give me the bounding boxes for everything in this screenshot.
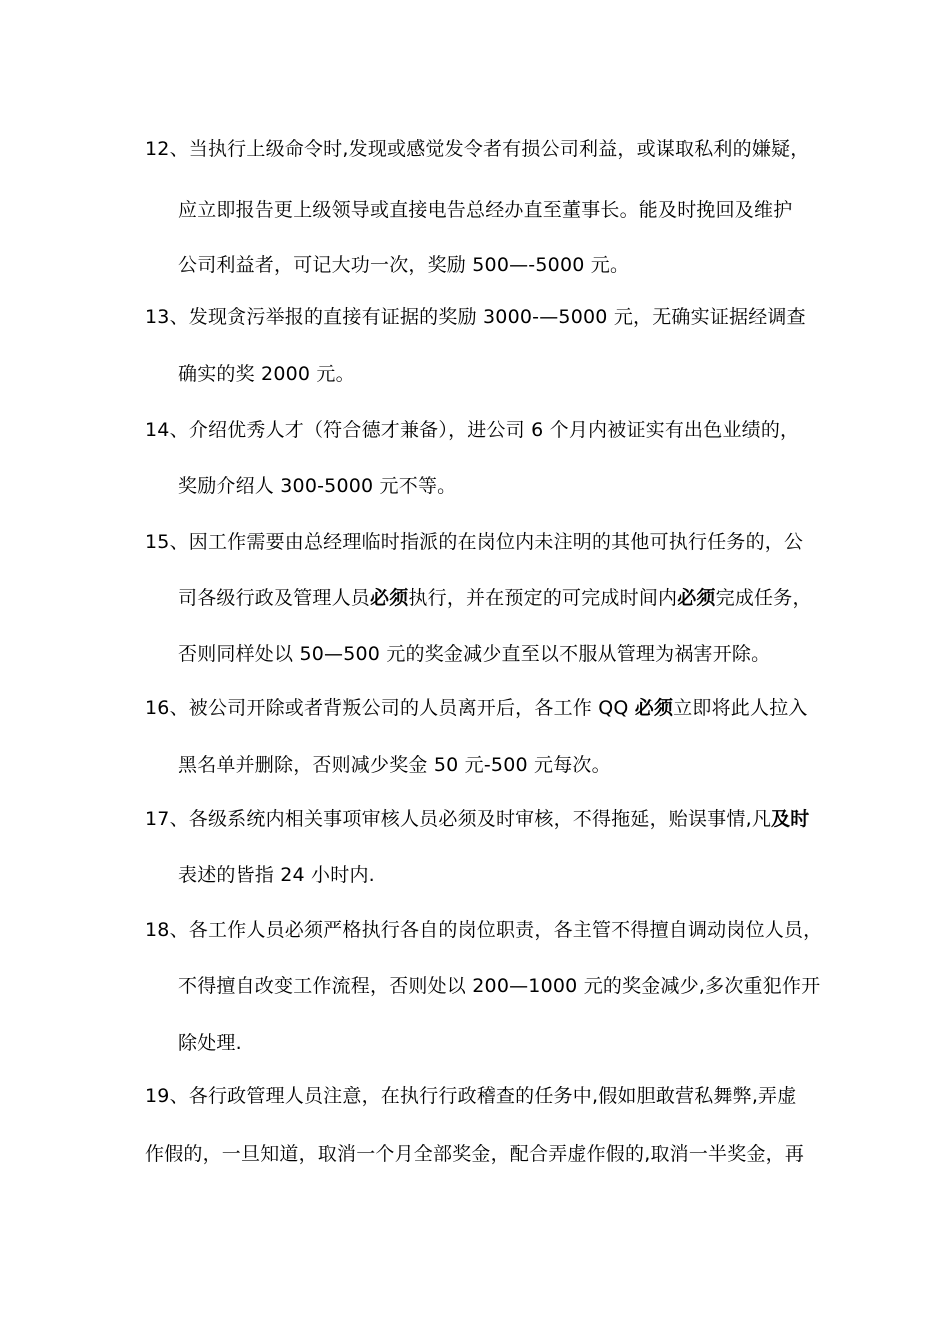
line-text: 立即将此人拉入 — [673, 697, 808, 719]
paragraph-line — [178, 473, 456, 499]
paragraph-line — [178, 252, 629, 278]
line-text: 13、发现贪污举报的直接有证据的奖励 3000-—5000 元，无确实证据经调查 — [145, 306, 806, 328]
line-text: 14、介绍优秀人才（符合德才兼备），进公司 6 个月内被证实有出色业绩的， — [145, 419, 800, 441]
paragraph-line — [145, 417, 799, 443]
line-text: 不得擅自改变工作流程，否则处以 200—1000 元的奖金减少,多次重犯作开 — [178, 975, 821, 997]
emphasis-text: 必须 — [370, 587, 409, 609]
paragraph-line — [178, 361, 355, 387]
line-text: 执行，并在预定的可完成时间内 — [408, 587, 678, 609]
line-text: 完成任务， — [715, 587, 812, 609]
paragraph-line — [178, 641, 770, 667]
paragraph-line — [145, 1141, 804, 1167]
emphasis-text: 必须 — [634, 697, 674, 719]
paragraph-line — [145, 1083, 796, 1109]
paragraph-line — [178, 862, 375, 888]
line-text: 18、各工作人员必须严格执行各自的岗位职责，各主管不得擅自调动岗位人员， — [145, 919, 823, 941]
line-text: 19、各行政管理人员注意，在执行行政稽查的任务中,假如胆敢营私舞弊,弄虚 — [145, 1085, 797, 1107]
paragraph-line — [145, 806, 809, 832]
line-text: 17、各级系统内相关事项审核人员必须及时审核，不得拖延，贻误事情,凡 — [145, 808, 772, 830]
paragraph-line — [178, 197, 792, 223]
line-text: 12、当执行上级命令时,发现或感觉发令者有损公司利益，或谋取私利的嫌疑， — [145, 138, 810, 160]
line-text: 表述的皆指 24 小时内. — [178, 864, 375, 886]
paragraph-line — [145, 529, 803, 555]
line-text: 公司利益者，可记大功一次，奖励 500—-5000 元。 — [178, 254, 630, 276]
paragraph-line — [145, 304, 806, 330]
line-text: 奖励介绍人 300-5000 元不等。 — [178, 475, 457, 497]
line-text: 除处理. — [178, 1032, 242, 1054]
line-text: 黑名单并删除，否则减少奖金 50 元-500 元每次。 — [178, 754, 611, 776]
paragraph-line — [145, 917, 822, 943]
paragraph-line — [145, 136, 809, 162]
paragraph-line — [178, 585, 812, 611]
line-text: 否则同样处以 50—500 元的奖金减少直至以不服从管理为祸害开除。 — [178, 643, 771, 665]
line-text: 应立即报告更上级领导或直接电告总经办直至董事长。能及时挽回及维护 — [178, 199, 793, 221]
line-text: 确实的奖 2000 元。 — [178, 363, 355, 385]
line-text: 15、因工作需要由总经理临时指派的在岗位内未注明的其他可执行任务的，公 — [145, 531, 804, 553]
paragraph-line — [145, 695, 808, 721]
paragraph-line — [178, 752, 611, 778]
emphasis-text: 必须 — [677, 587, 716, 609]
line-text: 作假的，一旦知道，取消一个月全部奖金，配合弄虚作假的,取消一半奖金，再 — [145, 1143, 805, 1165]
paragraph-line — [178, 1030, 242, 1056]
line-text: 16、被公司开除或者背叛公司的人员离开后，各工作 QQ — [145, 697, 635, 719]
emphasis-text: 及时 — [771, 808, 810, 830]
line-text: 司各级行政及管理人员 — [178, 587, 371, 609]
paragraph-line — [178, 973, 820, 999]
